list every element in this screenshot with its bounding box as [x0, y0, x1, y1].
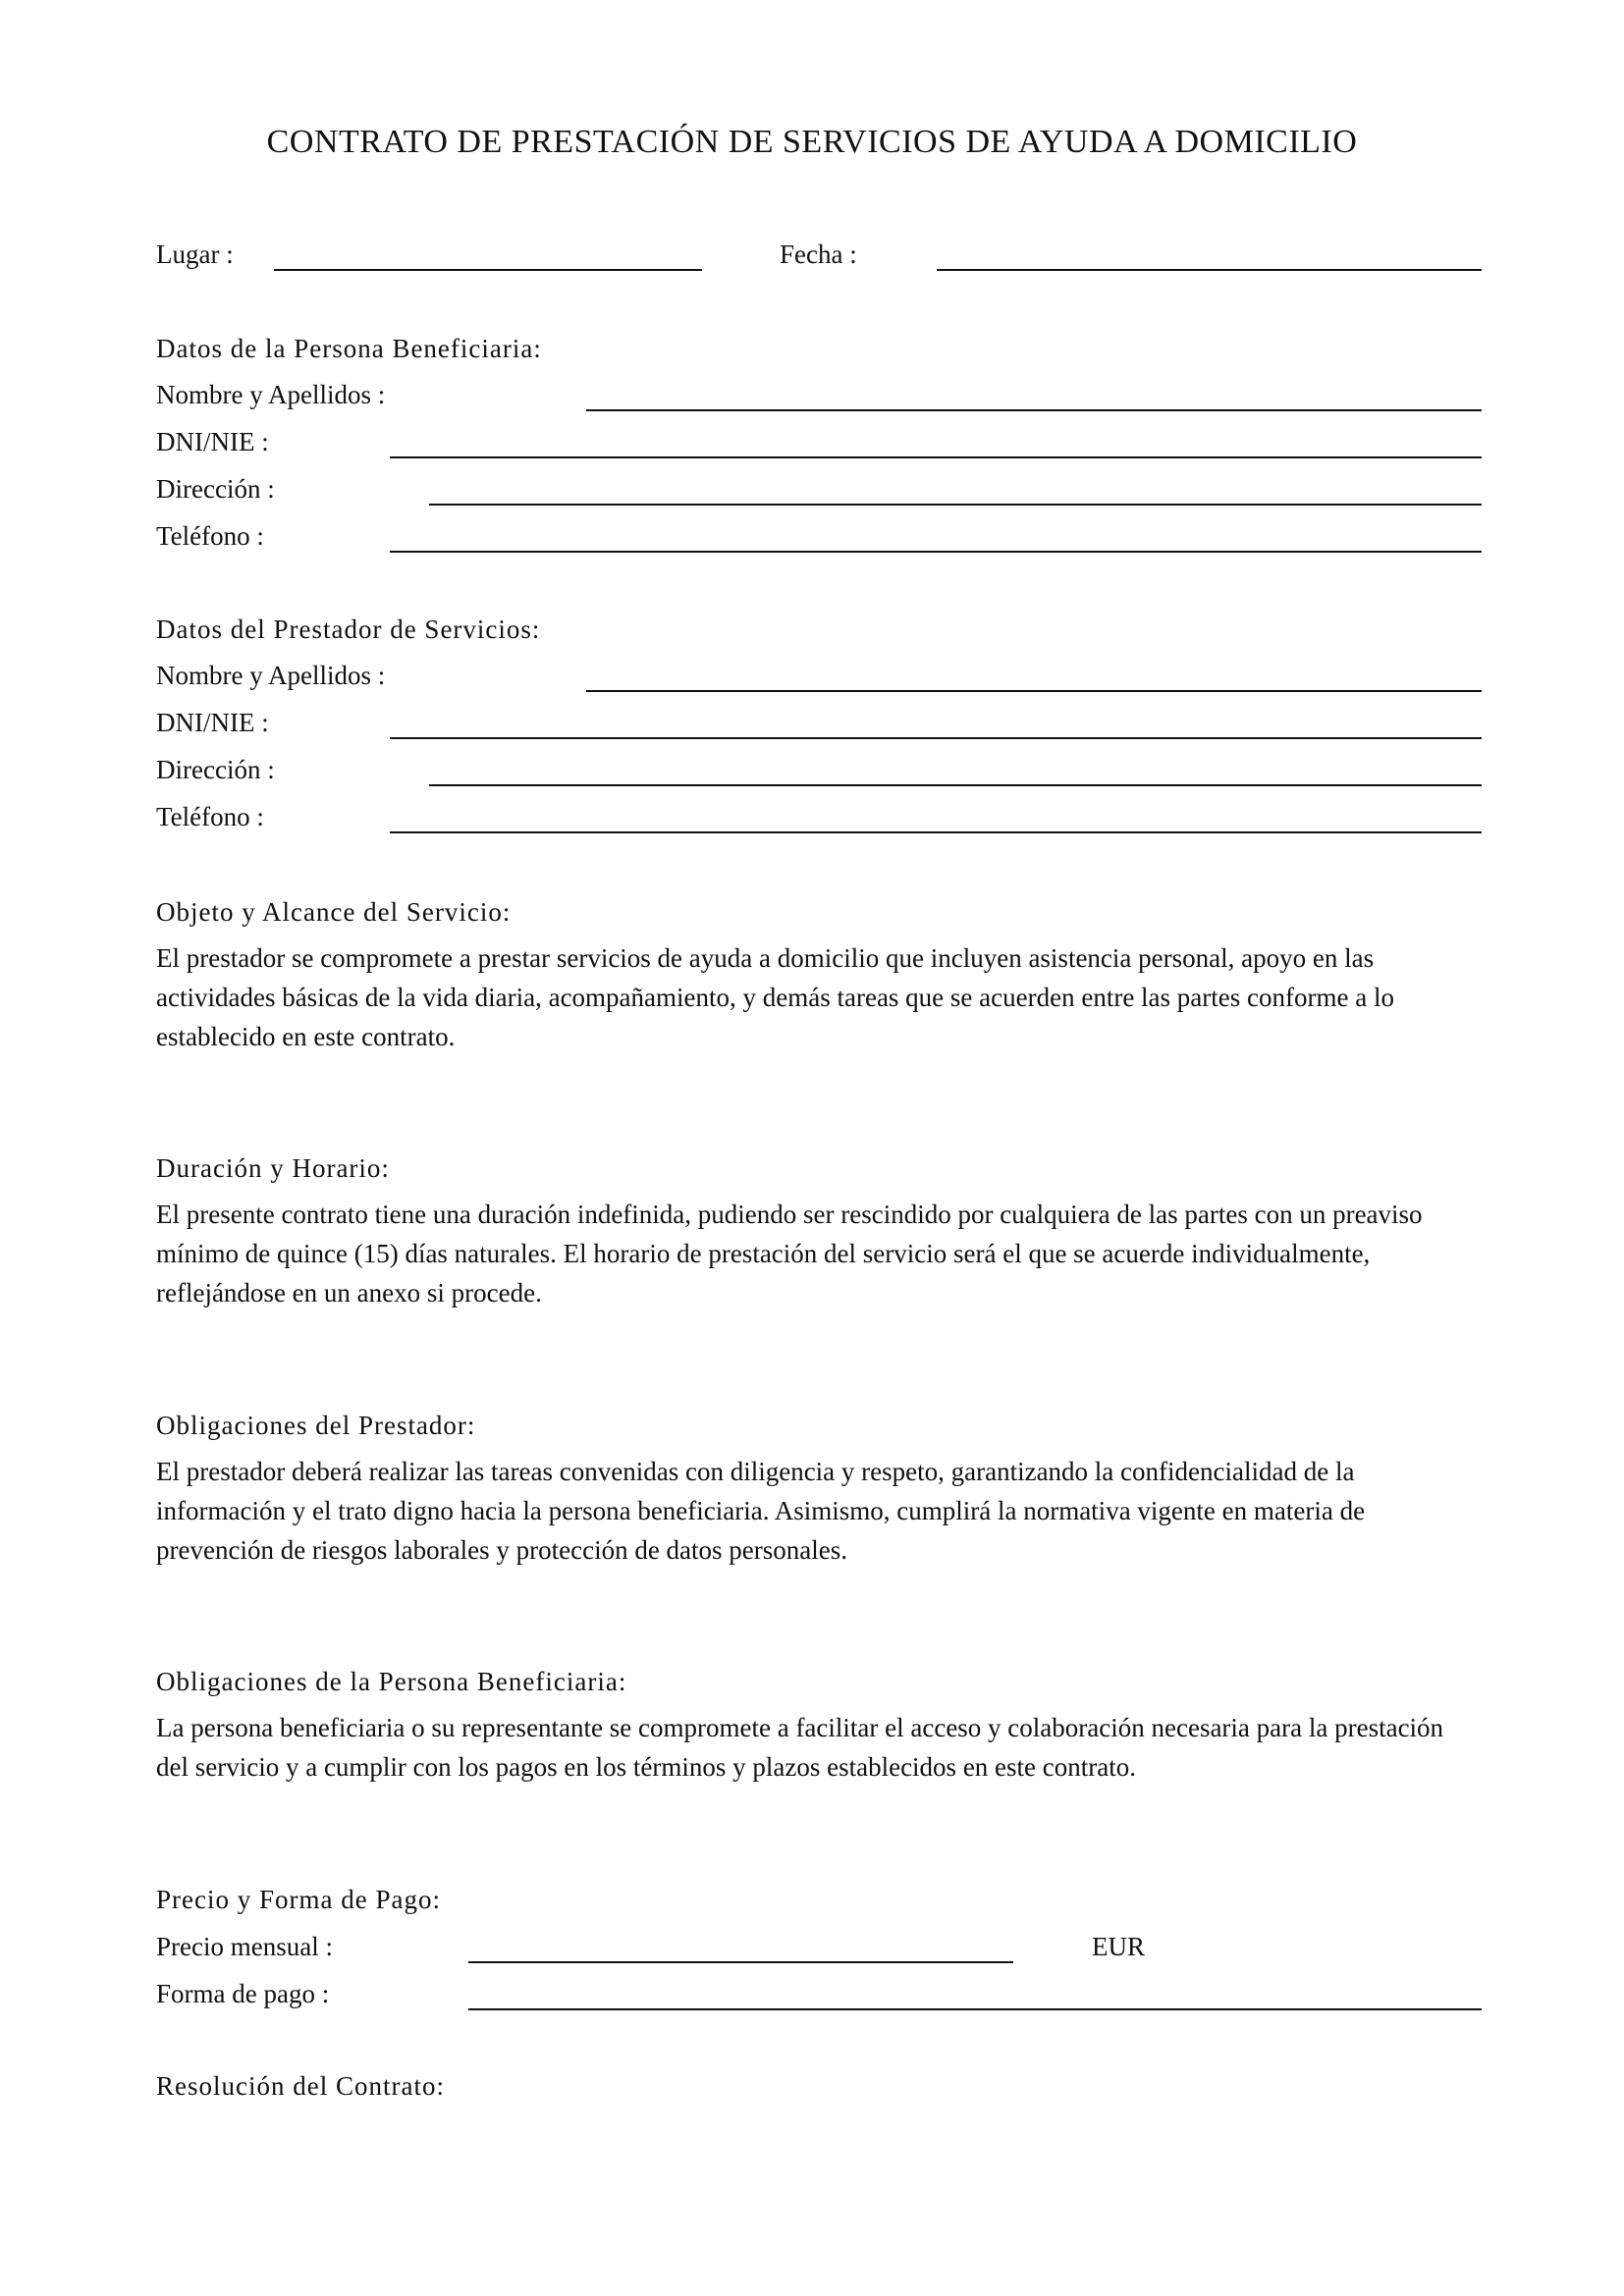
beneficiary-obligations-heading: Obligaciones de la Persona Beneficiaria: — [156, 1667, 627, 1696]
payment-method-label: Forma de pago : — [156, 1979, 330, 2008]
resolution-heading: Resolución del Contrato: — [156, 2071, 445, 2101]
currency-label: EUR — [1092, 1932, 1145, 1961]
monthly-price-label: Precio mensual : — [156, 1932, 333, 1961]
provider-address-label: Dirección : — [156, 755, 275, 784]
payment-method-field[interactable] — [468, 2008, 1482, 2010]
provider-heading: Datos del Prestador de Servicios: — [156, 614, 541, 644]
duration-heading: Duración y Horario: — [156, 1153, 390, 1183]
provider-id-label: DNI/NIE : — [156, 708, 269, 737]
provider-phone-field[interactable] — [390, 831, 1482, 833]
provider-obligations-text: El prestador deberá realizar las tareas convenidas con diligencia y respeto, garantizando la confidencialidad de la información y el trato digno hacia la persona beneficiaria. Asimismo, cumplirá la normativa vigente en materia de prevención de riesgos laborales y protección de datos personales. — [156, 1457, 1366, 1565]
beneficiary-id-label: DNI/NIE : — [156, 427, 269, 456]
beneficiary-address-label: Dirección : — [156, 474, 275, 504]
object-text: El prestador se compromete a prestar servicios de ayuda a domicilio que incluyen asistencia personal, apoyo en las actividades básicas de la vida diaria, acompañamiento, y demás tareas que se acuerden entre las partes conforme a lo establecido en este contrato. — [156, 943, 1394, 1051]
lugar-label: Lugar : — [156, 240, 234, 269]
object-heading: Objeto y Alcance del Servicio: — [156, 897, 512, 927]
document-title: CONTRATO DE PRESTACIÓN DE SERVICIOS DE AYUDA A DOMICILIO — [266, 124, 1358, 160]
monthly-price-field[interactable] — [468, 1961, 1013, 1963]
provider-name-field[interactable] — [586, 690, 1482, 692]
beneficiary-id-field[interactable] — [390, 456, 1482, 458]
beneficiary-phone-field[interactable] — [390, 551, 1482, 553]
fecha-label: Fecha : — [780, 240, 857, 269]
provider-id-field[interactable] — [390, 737, 1482, 739]
provider-name-label: Nombre y Apellidos : — [156, 661, 386, 690]
beneficiary-heading: Datos de la Persona Beneficiaria: — [156, 334, 542, 363]
payment-heading: Precio y Forma de Pago: — [156, 1885, 441, 1914]
beneficiary-obligations-text: La persona beneficiaria o su representante se compromete a facilitar el acceso y colaboración necesaria para la prestación del servicio y a cumplir con los pagos en los términos y plazos establecidos en este contrato. — [156, 1713, 1444, 1782]
provider-obligations-heading: Obligaciones del Prestador: — [156, 1411, 476, 1440]
duration-text: El presente contrato tiene una duración indefinida, pudiendo ser rescindido por cualquiera de las partes con un preaviso mínimo de quince (15) días naturales. El horario de prestación del servicio será el que se acuerde individualmente, reflejándose en un anexo si procede. — [156, 1200, 1423, 1308]
fecha-field[interactable] — [937, 269, 1482, 271]
provider-phone-label: Teléfono : — [156, 802, 264, 831]
beneficiary-name-field[interactable] — [586, 409, 1482, 411]
beneficiary-phone-label: Teléfono : — [156, 521, 264, 551]
beneficiary-address-field[interactable] — [429, 504, 1482, 506]
provider-address-field[interactable] — [429, 784, 1482, 786]
lugar-field[interactable] — [274, 269, 702, 271]
beneficiary-name-label: Nombre y Apellidos : — [156, 380, 386, 409]
